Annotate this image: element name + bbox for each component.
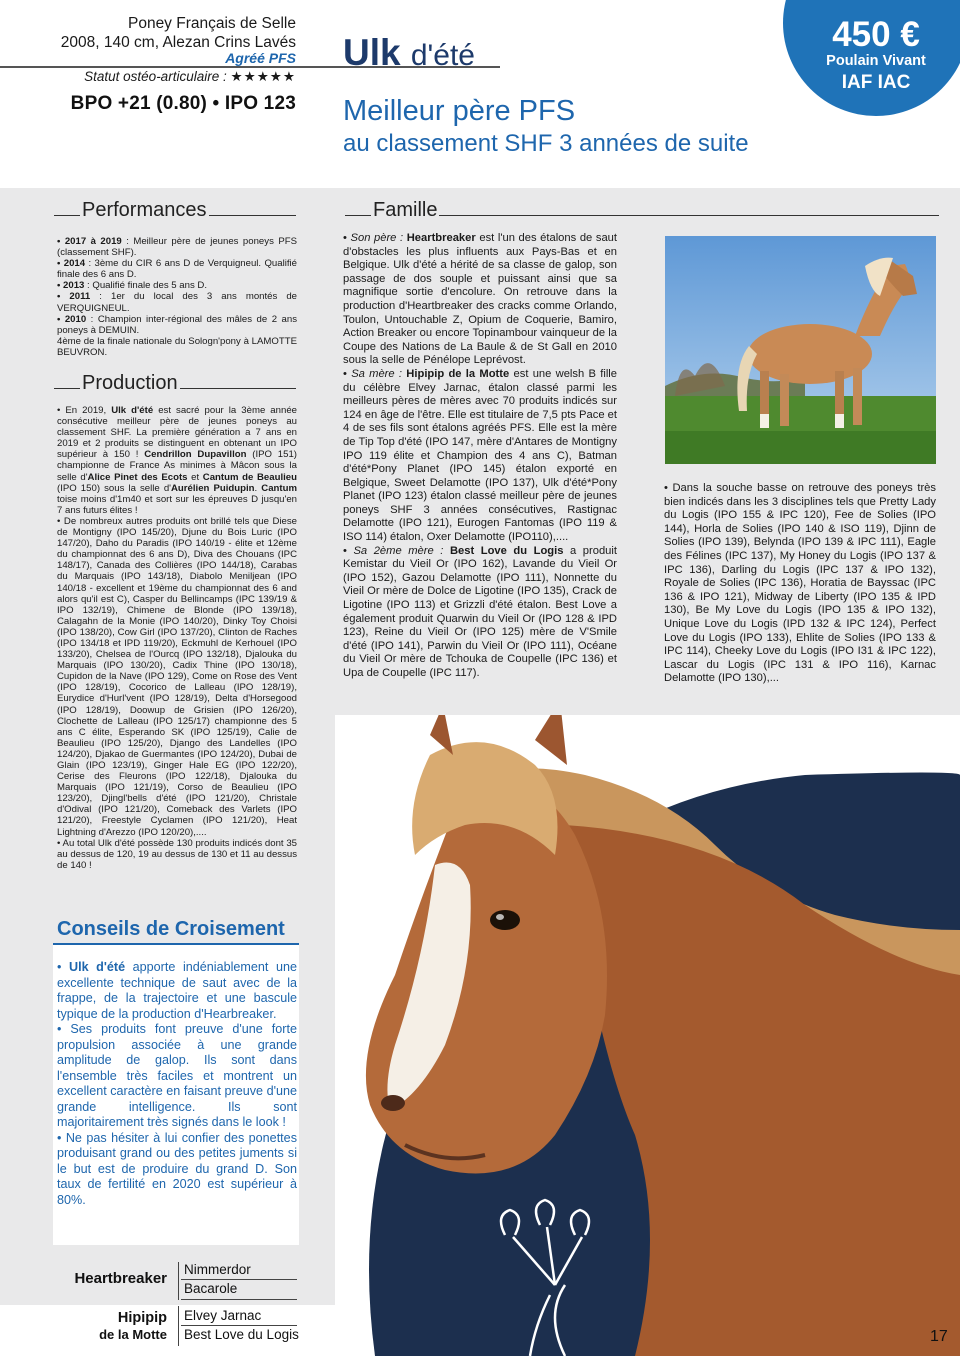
production-paragraph: • De nombreux autres produits ont brillé tels que Diese de Montigny (IPO 145/20), Djune du Bois Luric (IPO 147/20), Daho du Paradis (IPO 140/19 - élite et 12ème du championnat des 6 ans D), Diva des Chouans (IPC 148/17), Canada des Collières (IPO 144/18), Carabas du Marquais (IPO 143/18), Diabolo Meniljean (IPO 140/18 - excellent et 19ème du championnat des 6 and alors qu'il est C), Casper du Bellincamps (IPC 139/19 & IPO 132/19), Chimene de Blonde (IPO 139/18), Calagahn de la Monie (IPO 140/20), Dinky Toy Choisi (IPO 138/20), Cow Girl (IPO 137/20), Clinton de Raches (IPO 134/18 et IPD 119/20), Eckmuhl de Kerhouel (IPO 133/20), Chelsea de l'Ourcq (IPO 132/18), Djalouka du Marquais (IPO 130/20), Cadix Thine (IPO 130/18), Cupidon de la Nave (IPO 129), Come on Rose des Vent (IPO 128/19), Cocorico de Lalleau (IPO 128/19), Eurydice d'Hurl'vent (IPO 128/19), Delta d'Horsegood (IPO 128/19), Doowup de Grisien (IPO 126/20), Clochette de Lalleau (IPO 125/17) championne des 5 ans C élite, Esperando SK (IPO 125/19), Calie de Beaulieu (IPO 125/20), Django des Landelles (IPO 124/20), Djakao de Guermantes (IPO 124/20), Dubai de Glain (IPO 123/19), Ginger Hale EG (IPO 122/20), Cerise des Fleurons (IPO 122/18), Djalouka du Marquais (IPO 121/19), Corso de Beaulieu (IPO 123/20), Djingl'bells d'été (IPO 121/20), Christale d'Odival (IPO 121/20), Comeback des Varlets (IPO 121/20), Freestyle Cyclamen (IPO 121/20), Heat Lightning d'Arezzo (IPO 120/20),....	[57, 515, 297, 838]
production-paragraph: • Au total Ulk d'été possède 130 produits indicés dont 35 au dessus de 120, 19 au dessus de 130 et 11 au dessus de 140 !	[57, 837, 297, 871]
subtitle-ranking: au classement SHF 3 années de suite	[343, 130, 749, 157]
statut-stars: ★★★★★	[230, 69, 296, 84]
performance-item: • 2010 : Champion inter-régional des mâles de 2 ans poneys à DEMUIN.	[57, 313, 297, 336]
insemination-methods: IAF IAC	[841, 72, 911, 93]
pedigree-divider	[181, 1279, 297, 1280]
agree-label: Agréé PFS	[225, 50, 296, 66]
pedigree-dam-dam: Best Love du Logis	[184, 1327, 299, 1342]
conseils-bullet: • Ses produits font preuve d'une forte propulsion associée à une grande amplitude de galop. Ils sont dans l'ensemble très faciles et montrent un excellent caractère en faisant preuve d'une grande intelligence. Ils sont majoritairement très signés dans le look !	[57, 1022, 297, 1129]
pedigree-sire-dam: Bacarole	[184, 1281, 238, 1296]
bpo-ipo-index: BPO +21 (0.80) • IPO 123	[70, 93, 296, 114]
price-amount: 450 €	[832, 15, 920, 54]
production-paragraph: • En 2019, Ulk d'été est sacré pour la 3ème année consécutive meilleur père de jeunes poneys au classement SHF. La première génération a 7 ans en 2019 et 2 produits se distinguent en obtenant un IPO supérieur à 150 ! Cendrillon Dupavillon (IPO 151) championne de France As minimes à Mâcon sous la selle d'Alice Pinet des Ecots et Cantum de Beaulieu (IPO 150) sous la selle d'Aurélien Puidupin. Cantum toise moins d'1m40 et sort sur les épreuves D jusqu'en 7 ans futurs élites !	[57, 405, 298, 516]
famille-pere: • Son père : Heartbreaker est l'un des étalons de saut d'obstacles les plus influents aux Pays-Bas et en Belgique. Ulk d'été a hérité de sa classe de galop, son passage de dos souple et puissant ainsi que sa magnifique sortie d'encolure. On retrouve dans la production d'Heartbreaker des cracks comme Orlando, Toulon, Untouchable Z, Opium de Coquerie, Bamiro, Action Breaker ou encore Topinambour vainqueur de la Coupe des Nations de La Baule & de St Gall en 2010 sous la selle de Pénélope Leprévost.	[343, 232, 617, 367]
pedigree-dam-name-suffix: de la Motte	[99, 1327, 167, 1342]
performance-item: 4ème de la finale nationale du Sologn'pony à LAMOTTE BEUVRON.	[57, 335, 297, 358]
production-text	[57, 405, 297, 871]
page-number: 17	[930, 1328, 948, 1345]
famille-mere: • Sa mère : Hipipip de la Motte est une welsh B fille du célèbre Elvey Jarnac, étalon classé parmi les meilleurs pères de mères avec 70 produits indicés sur 124 en âge de l'être. Elle est titulaire de 7,5 pts Pace et 4 de ses fils sont étalons agréés PFS. Elle est la mère de Tip Top d'été (IPO 147, mère d'Antares de Montigny IPO 119 élite et Champion des 4 ans C), Batman d'été*Pony Planet (IPO 145) étalon exporté en Belgique, Sweet Delamotte (IPO 137), Ulk d'été*Pony Planet (IPO 123) étalon classé meilleur père de jeunes poneys SHF 3 années consécutives, Rastignac Delamotte (IPO 121), Eurogen Fantomas (IPO 119 & ISO 114) étalon, Oxer Delamotte (IPO110),....	[343, 367, 618, 544]
horse-standing-illustration	[665, 236, 936, 464]
pedigree-divider	[181, 1325, 297, 1326]
horse-name-main: Ulk	[343, 32, 401, 73]
production-title: Production	[82, 372, 178, 394]
pedigree-divider	[181, 1299, 297, 1300]
horse-standing-photo	[665, 236, 936, 464]
famille-text	[343, 232, 617, 681]
conseils-bullet: • Ne pas hésiter à lui confier des ponettes produisant grand ou des petites juments si le but est de produire du grand D. Son taux de fertilité en 2020 est supérieur à 80%.	[57, 1130, 297, 1207]
pedigree-sire-sire: Nimmerdor	[184, 1262, 251, 1277]
conseils-title: Conseils de Croisement	[57, 918, 285, 940]
price-condition: Poulain Vivant	[826, 53, 926, 69]
conseils-bullet: • Ulk d'été apporte indéniablement une excellente technique de saut avec de la frappe, de la trajectoire et une bascule typique de la production d'Hearbreaker.	[57, 960, 297, 1021]
conseils-text	[57, 960, 297, 1208]
breed-info	[61, 14, 296, 52]
performance-item: • 2014 : 3ème du CIR 6 ans D de Verquigneul. Qualifié finale des 6 ans D.	[57, 258, 297, 281]
statut-osteo	[84, 69, 296, 85]
performance-item: • 2013 : Qualifié finale des 5 ans D.	[57, 280, 208, 292]
souche-text: • Dans la souche basse on retrouve des poneys très bien indicés dans les 3 disciplines tels que Pretty Lady du Logis (IPO 155 & IPC 120), Fee de Solies (IPO 144), Horla de Solies (IPO 140 & ISO 119), Djinn de Solies (IPO 139), Belynda (IPO 139 & IPC 111), Eagle des Félines (IPC 137), My Honey du Logis (IPO 137 & IPC 136), Darling du Logis (IPC 137 & IPO 132), Royale de Solies (IPC 136), Horatia de Bayssac (IPC 136 & IPO 121), Midway de Liberty (IPO 135 & IPD 130), Be My Love du Logis (IPO 135 & IPO 132), Unique Love du Logis (IPD 132 & IPC 124), Perfect Love du Logis (IPO 133), Ehlite de Solies (IPO 133 & IPC 114), Cheeky Love du Logis (IPO I31 & IPC 122), Lascar du Logis (IPC 131 & IPO 116), Karnac Delamotte (IPO 130),...	[664, 482, 936, 685]
horse-portrait-illustration	[335, 715, 960, 1356]
statut-label: Statut ostéo-articulaire :	[84, 69, 227, 84]
pedigree-sire: Heartbreaker	[74, 1270, 167, 1287]
price-badge	[783, 0, 960, 116]
horse-portrait-photo	[335, 715, 960, 1356]
horse-name	[343, 32, 475, 74]
performance-item: • 2011 : 1er du local des 3 ans montés de VERQUIGNEUL.	[57, 291, 298, 314]
breed-details: 2008, 140 cm, Alezan Crins Lavés	[60, 34, 296, 51]
performances-title: Performances	[82, 199, 207, 221]
performances-list	[57, 236, 297, 358]
pedigree-dam-name: Hipipip	[117, 1310, 167, 1326]
horse-name-suffix: d'été	[410, 39, 475, 72]
pedigree-dam-bracket	[178, 1306, 179, 1346]
pedigree-sire-bracket	[178, 1262, 179, 1300]
breed-label: Poney Français de Selle	[127, 15, 296, 32]
famille-title: Famille	[373, 199, 438, 221]
famille-grandmere: • Sa 2ème mère : Best Love du Logis a produit Kemistar du Vieil Or (IPO 162), Lavande du Vieil Or (IPO 152), Gazou Delamotte (IPO 111), Nonnette du Vieil Or mère de Dolce de Ligotine (IPO 135), Crack de Ligotine (IPO 113) et Grizzli d'été étalon. Best Love a également produit Quarwin du Vieil Or (IPO 128 & IPD 123), Reine du Vieil Or (IPO 125) mère de V'Smile d'été (IPO 141), Parwin du Vieil Or (IPO 111), Océane du Vieil Or mère de Tchouka de Coupelle (IPC 136) et Upa de Coupelle (IPC 117).	[343, 544, 617, 679]
performance-item: • 2017 à 2019 : Meilleur père de jeunes poneys PFS (classement SHF).	[57, 236, 297, 259]
subtitle-best-sire: Meilleur père PFS	[343, 95, 576, 127]
pedigree-dam-sire: Elvey Jarnac	[184, 1308, 262, 1323]
